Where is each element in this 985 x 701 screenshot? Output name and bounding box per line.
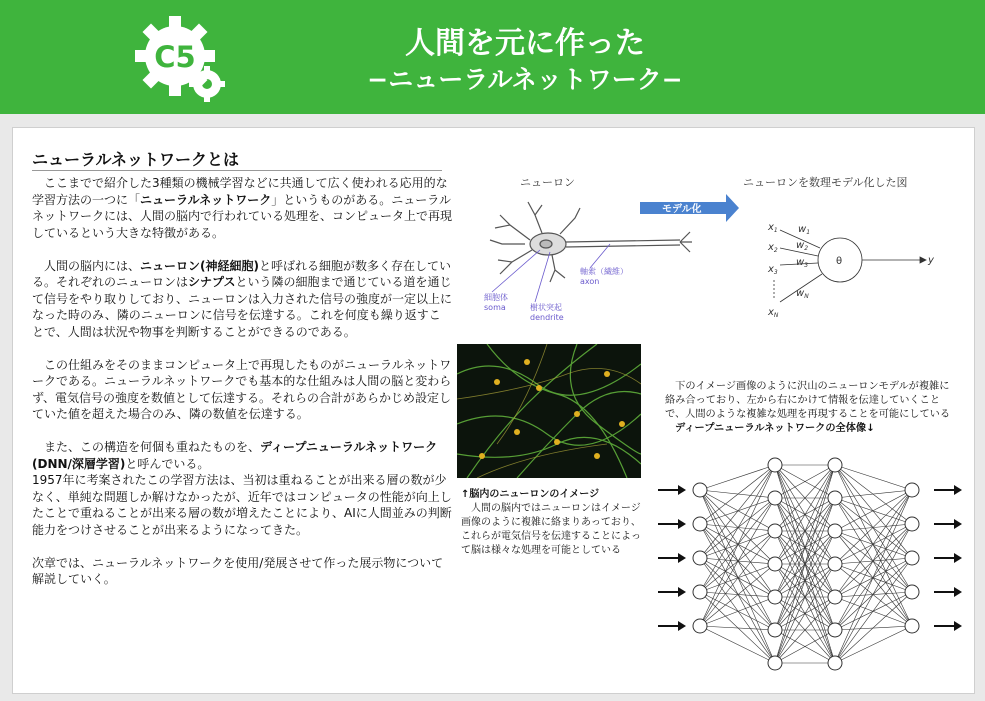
photo-caption-title: ↑脳内のニューロンのイメージ <box>461 489 600 500</box>
dnn-node <box>905 483 919 497</box>
neuron-photo <box>457 344 641 478</box>
dnn-node <box>693 483 707 497</box>
section-divider <box>32 170 442 171</box>
dnn-connection <box>835 465 912 524</box>
logo-text: C5 <box>154 40 196 74</box>
dnn-node <box>693 551 707 565</box>
dnn-connection <box>835 498 912 558</box>
dnn-node <box>828 524 842 538</box>
dnn-node <box>828 557 842 571</box>
dnn-connection <box>700 626 775 663</box>
weight-w1: $w_1$ <box>798 224 811 236</box>
dnn-node <box>768 656 782 670</box>
dnn-connection <box>700 498 775 626</box>
dnn-node <box>905 585 919 599</box>
dnn-node <box>768 458 782 472</box>
dnn-connection <box>835 592 912 597</box>
paragraph-3: この仕組みをそのままコンピュータ上で再現したものがニューラルネットワークである。ニューラルネットワークでも基本的な仕組みは人間の脳と変わらず、電気信号の強度を数値として伝達する。それらの合計があらかじめ設定していた値を超えた場合のみ、隣の数値を伝達する。 <box>32 357 452 421</box>
dnn-connection <box>835 558 912 564</box>
dnn-node <box>828 656 842 670</box>
model-arrow-label: モデル化 <box>662 204 702 215</box>
dnn-node <box>693 585 707 599</box>
dnn-connection <box>700 490 775 597</box>
dnn-node <box>905 517 919 531</box>
dnn-node <box>768 524 782 538</box>
dnn-node <box>693 517 707 531</box>
dnn-connection <box>835 490 912 498</box>
dnn-node <box>768 590 782 604</box>
section-title: ニューラルネットワークとは <box>32 150 240 169</box>
dnn-node <box>905 551 919 565</box>
model-label: ニューロンを数理モデル化した図 <box>743 176 908 189</box>
dnn-node <box>768 623 782 637</box>
gear-logo-icon <box>135 14 227 104</box>
weight-w2: $w_2$ <box>796 240 809 252</box>
input-x1: $x_1$ <box>768 222 778 234</box>
dnn-connection <box>700 558 775 630</box>
dnn-node <box>828 590 842 604</box>
neuron-model-diagram <box>480 170 940 340</box>
input-x3: $x_3$ <box>768 264 778 276</box>
paragraph-1: ここまでで紹介した3種類の機械学習などに共通して広く使われる応用的な学習方法の一つに「ニューラルネットワーク」というものがある。ニューラルネットワークには、人間の脳内で行われている処理を、コンピュータ上で再現しているという大きな特徴がある。 <box>32 176 453 240</box>
soma-label: 細胞体 soma <box>484 293 508 312</box>
dnn-output-arrow-head <box>954 553 962 563</box>
dnn-connection <box>835 626 912 663</box>
theta-label: θ <box>836 256 843 267</box>
dnn-input-arrow-head <box>678 519 686 529</box>
dnn-node <box>693 619 707 633</box>
dnn-title: ディープニューラルネットワークの全体像↓ <box>675 423 875 434</box>
dnn-node <box>828 623 842 637</box>
dnn-node <box>768 491 782 505</box>
deep-neural-network-diagram <box>650 450 980 675</box>
dnn-output-arrow-head <box>954 519 962 529</box>
dnn-input-arrow-head <box>678 587 686 597</box>
paragraph-4: また、この構造を何個も重ねたものを、ディープニューラルネットワーク(DNN/深層学習)と呼んでいる。 1957年に考案されたこの学習方法は、当初は重ねることが出来る層の数が少なく、単純な問題しか解けなかったが、近年ではコンピュータの性能が向上したことで重ねることが出来る層の数が増えたことにより、AIに人間並みの判断能力をつけさせることが出来るようになってきた。 <box>32 440 452 537</box>
dnn-connection <box>700 558 775 564</box>
dnn-output-arrow-head <box>954 587 962 597</box>
neuron-label: ニューロン <box>520 176 575 189</box>
dnn-connection <box>835 490 912 597</box>
dnn-connection <box>700 592 775 597</box>
paragraph-5: 次章では、ニューラルネットワークを使用/発展させて作った展示物について解説していく。 <box>32 555 444 586</box>
photo-caption <box>461 488 641 558</box>
dnn-connection <box>835 592 912 663</box>
dnn-description <box>665 380 955 436</box>
dnn-node <box>905 619 919 633</box>
dnn-connection <box>700 592 775 630</box>
page-subtitle: −ニューラルネットワーク− <box>367 65 683 94</box>
weight-wn: $w_N$ <box>796 288 809 300</box>
output-y: y <box>928 255 934 266</box>
input-xn: $x_N$ <box>768 307 779 319</box>
dnn-text: 下のイメージ画像のように沢山のニューロンモデルが複雑に絡み合っており、左から右にかけて情報を伝達していくことで、人間のような複雑な処理を再現することを可能にしている <box>665 381 951 420</box>
dnn-connection <box>700 592 775 663</box>
dnn-connection <box>835 558 912 663</box>
dnn-input-arrow-head <box>678 485 686 495</box>
dnn-connection <box>835 490 912 663</box>
dnn-connection <box>835 498 912 626</box>
dnn-node <box>828 491 842 505</box>
dnn-input-arrow-head <box>678 553 686 563</box>
dnn-connection <box>700 490 775 498</box>
body-text <box>32 175 452 604</box>
page-title: 人間を元に作った <box>405 26 645 61</box>
dnn-input-arrow-head <box>678 621 686 631</box>
dnn-connection <box>700 465 775 490</box>
dnn-node <box>768 557 782 571</box>
weight-w3: $w_3$ <box>796 257 809 269</box>
math-model-labels <box>767 222 935 319</box>
header-banner <box>0 0 985 114</box>
axon-label: 軸索（繊維） axon <box>580 267 628 286</box>
dnn-connection <box>700 626 775 630</box>
dnn-connection <box>700 465 775 524</box>
dnn-output-arrow-head <box>954 485 962 495</box>
paragraph-2: 人間の脳内には、ニューロン(神経細胞)と呼ばれる細胞が数多く存在している。それぞれのニューロンはシナプスという隣の細胞まで通じている道を通じて信号をやり取りしており、ニューロンは入力された信号の強度が一定以上になった時のみ、隣のニューロンに信号を伝達する。これを何度も繰り返すことで、人間は状況や物事を判断することができるのである。 <box>32 258 453 339</box>
dendrite-label: 樹状突起 dendrite <box>530 303 564 322</box>
input-x2: $x_2$ <box>768 242 778 254</box>
photo-caption-text: 人間の脳内ではニューロンはイメージ画像のように複雑に絡まりあっており、これらが電気信号を伝達することによって脳は様々な処理を可能としている <box>461 503 641 556</box>
dnn-connection <box>835 626 912 630</box>
dnn-connection <box>700 558 775 663</box>
dnn-node <box>828 458 842 472</box>
dnn-connection <box>700 490 775 564</box>
dnn-connection <box>835 490 912 564</box>
dnn-output-arrow-head <box>954 621 962 631</box>
dnn-connection <box>835 465 912 490</box>
